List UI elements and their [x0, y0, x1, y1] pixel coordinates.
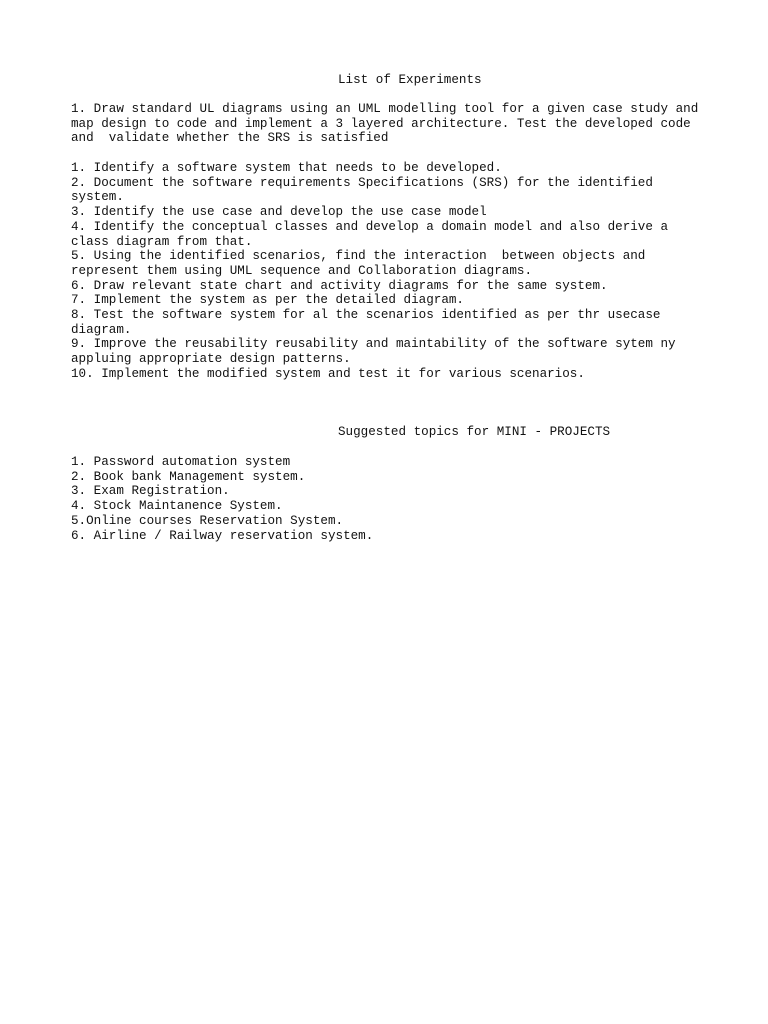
- intro-line: and validate whether the SRS is satisfied: [71, 131, 389, 146]
- list-item: 4. Stock Maintanence System.: [71, 499, 283, 514]
- list-item: represent them using UML sequence and Collaboration diagrams.: [71, 263, 533, 278]
- intro-line: 1. Draw standard UL diagrams using an UML modelling tool for a given case study and: [71, 102, 699, 116]
- list-item: class diagram from that.: [71, 234, 253, 249]
- list-item: 2. Book bank Management system.: [71, 469, 306, 484]
- intro-line: map design to code and implement a 3 layered architecture. Test the developed code: [71, 116, 691, 131]
- list-item: 6. Draw relevant state chart and activity diagrams for the same system.: [71, 278, 608, 293]
- list-item: 7. Implement the system as per the detailed diagram.: [71, 293, 464, 308]
- list-item: system.: [71, 190, 124, 205]
- list-item: 3. Identify the use case and develop the use case model: [71, 205, 487, 220]
- mini-projects-title: Suggested topics for MINI - PROJECTS: [338, 425, 611, 439]
- list-item: 1. Password automation system: [71, 455, 291, 469]
- list-item: 2. Document the software requirements Specifications (SRS) for the identified: [71, 175, 653, 190]
- list-item: 10. Implement the modified system and test it for various scenarios.: [71, 366, 585, 381]
- list-item: 1. Identify a software system that needs to be developed.: [71, 161, 502, 175]
- page-title: List of Experiments: [338, 73, 482, 87]
- list-item: 5. Using the identified scenarios, find the interaction between objects and: [71, 249, 646, 264]
- list-item: diagram.: [71, 322, 132, 337]
- list-item: 5.Online courses Reservation System.: [71, 513, 344, 528]
- list-item: appluing appropriate design patterns.: [71, 352, 351, 367]
- list-item: 4. Identify the conceptual classes and develop a domain model and also derive a: [71, 219, 669, 234]
- list-item: 9. Improve the reusability reusability and maintability of the software sytem ny: [71, 337, 676, 352]
- list-item: 6. Airline / Railway reservation system.: [71, 528, 374, 543]
- list-item: 3. Exam Registration.: [71, 484, 230, 499]
- list-item: 8. Test the software system for al the scenarios identified as per thr usecase: [71, 308, 661, 322]
